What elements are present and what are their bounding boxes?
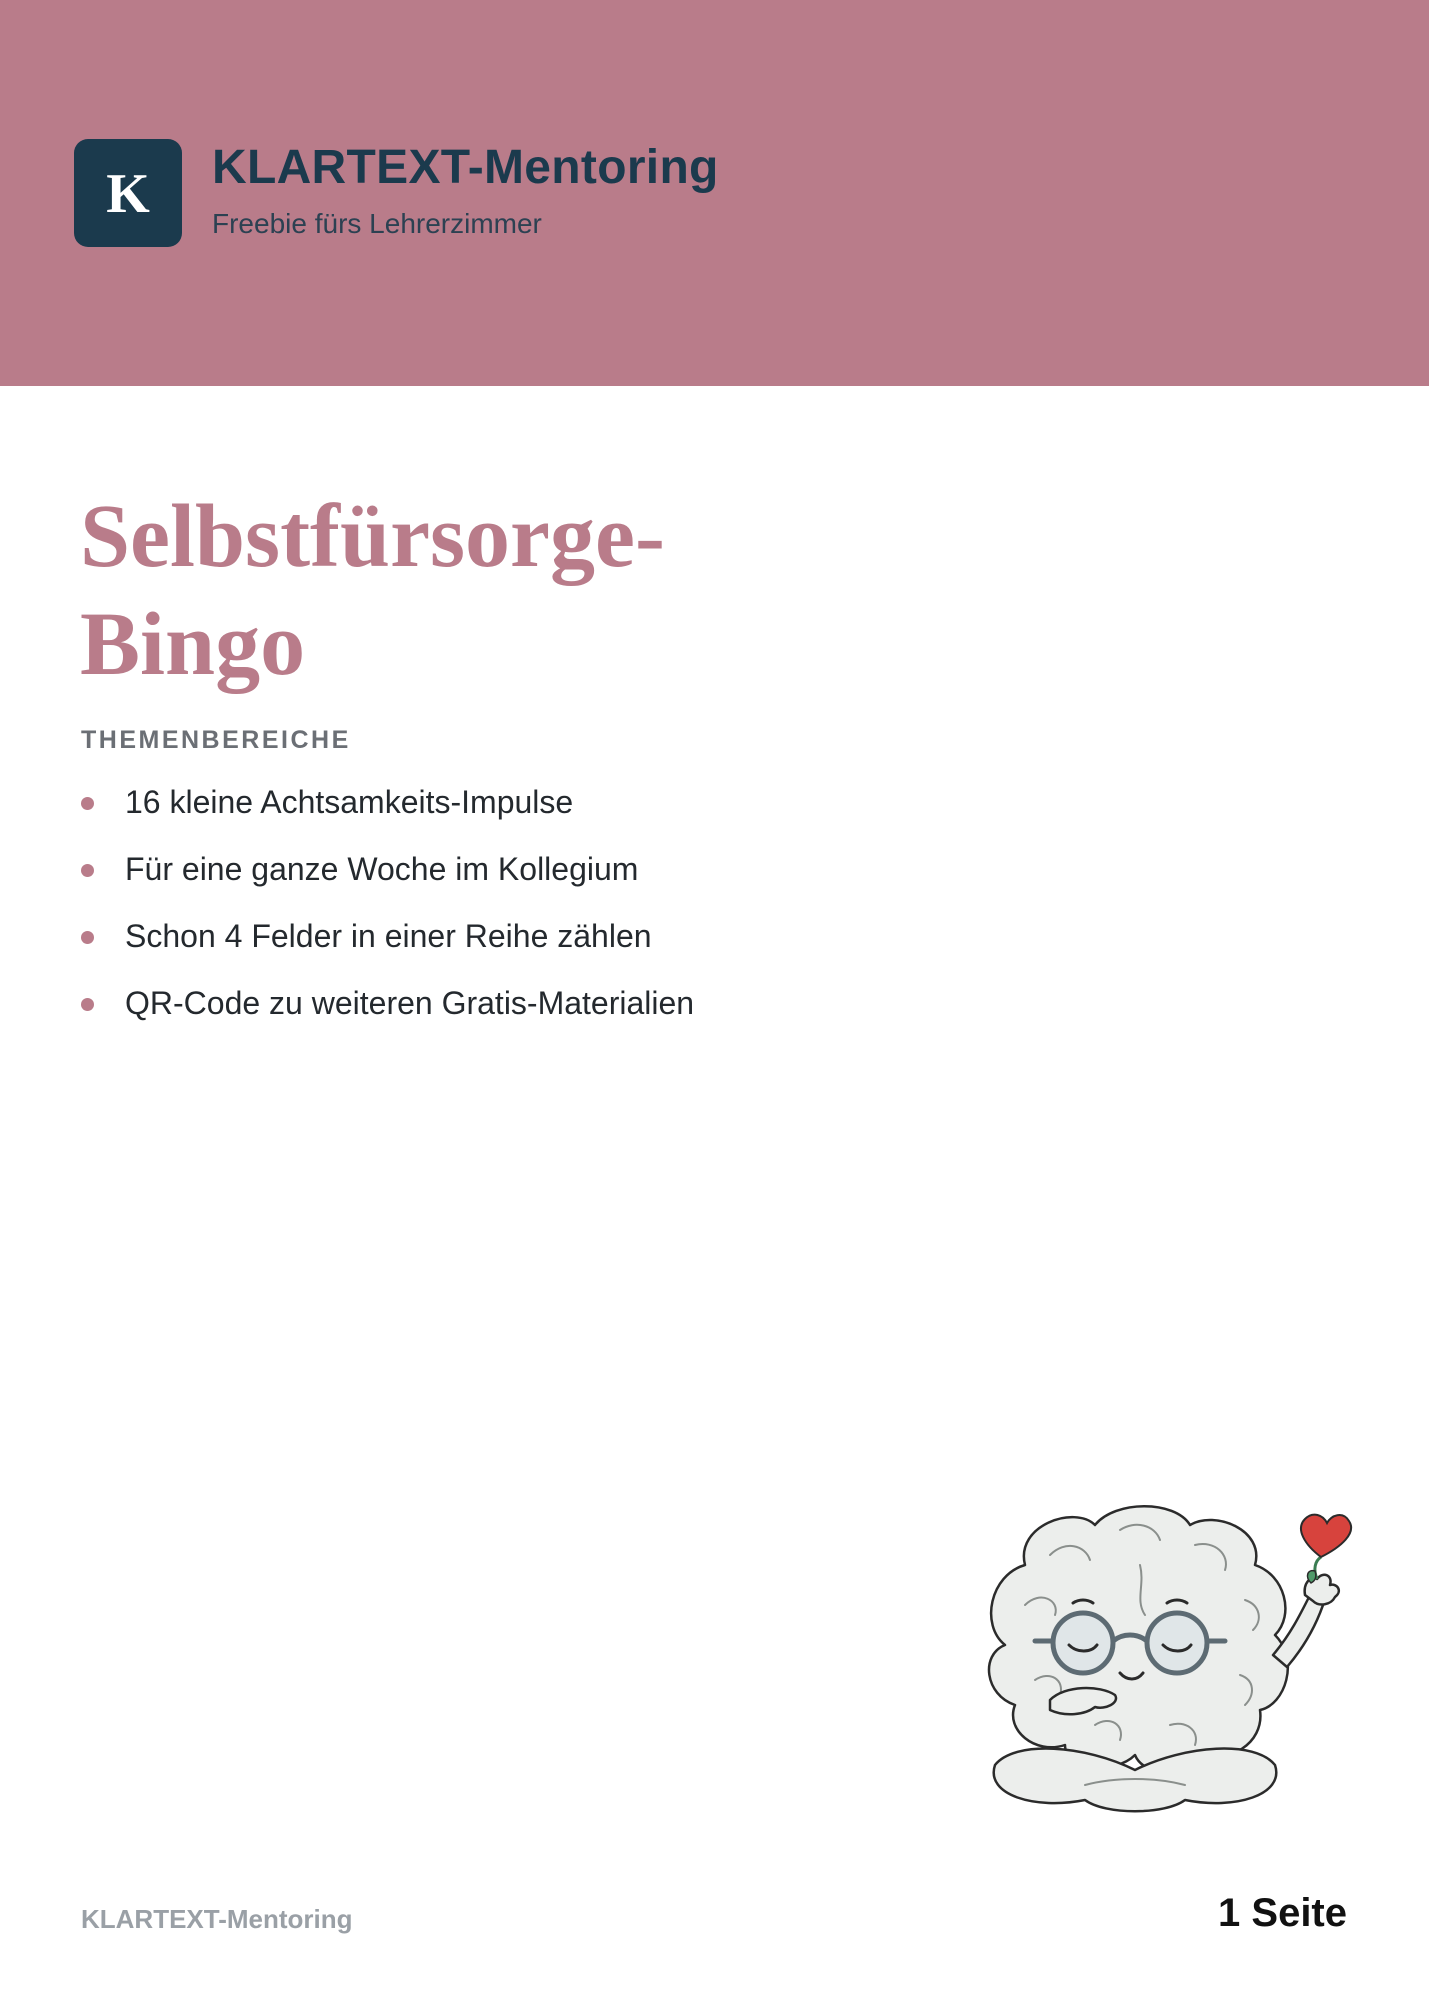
- list-item: [80, 782, 694, 849]
- list-item-text: 16 kleine Achtsamkeits-Impulse: [125, 784, 574, 820]
- bullet-icon: [81, 797, 94, 810]
- page-count: 1 Seite: [1218, 1891, 1347, 1935]
- meditating-brain-with-heart-icon: [955, 1495, 1365, 1845]
- logo: [74, 139, 182, 247]
- header-band: [0, 0, 1429, 386]
- page-title-line-1: Selbstfürsorge-: [80, 487, 665, 586]
- bullet-icon: [81, 931, 94, 944]
- page-title-line-2: Bingo: [80, 595, 306, 694]
- list-item-text: Schon 4 Felder in einer Reihe zählen: [125, 918, 652, 954]
- footer-brand: KLARTEXT-Mentoring: [81, 1904, 353, 1934]
- topic-list: [80, 782, 694, 1050]
- list-item: [80, 916, 694, 983]
- list-item: [80, 983, 694, 1050]
- logo-letter: K: [106, 163, 150, 225]
- bullet-icon: [81, 998, 94, 1011]
- section-label: THEMENBEREICHE: [81, 726, 351, 754]
- brand-name: KLARTEXT-Mentoring: [212, 141, 719, 194]
- list-item-text: QR-Code zu weiteren Gratis-Materialien: [125, 985, 695, 1021]
- list-item-text: Für eine ganze Woche im Kollegium: [125, 851, 639, 887]
- brand-tagline: Freebie fürs Lehrerzimmer: [212, 208, 542, 239]
- bullet-icon: [81, 864, 94, 877]
- list-item: [80, 849, 694, 916]
- page-title: [80, 483, 880, 699]
